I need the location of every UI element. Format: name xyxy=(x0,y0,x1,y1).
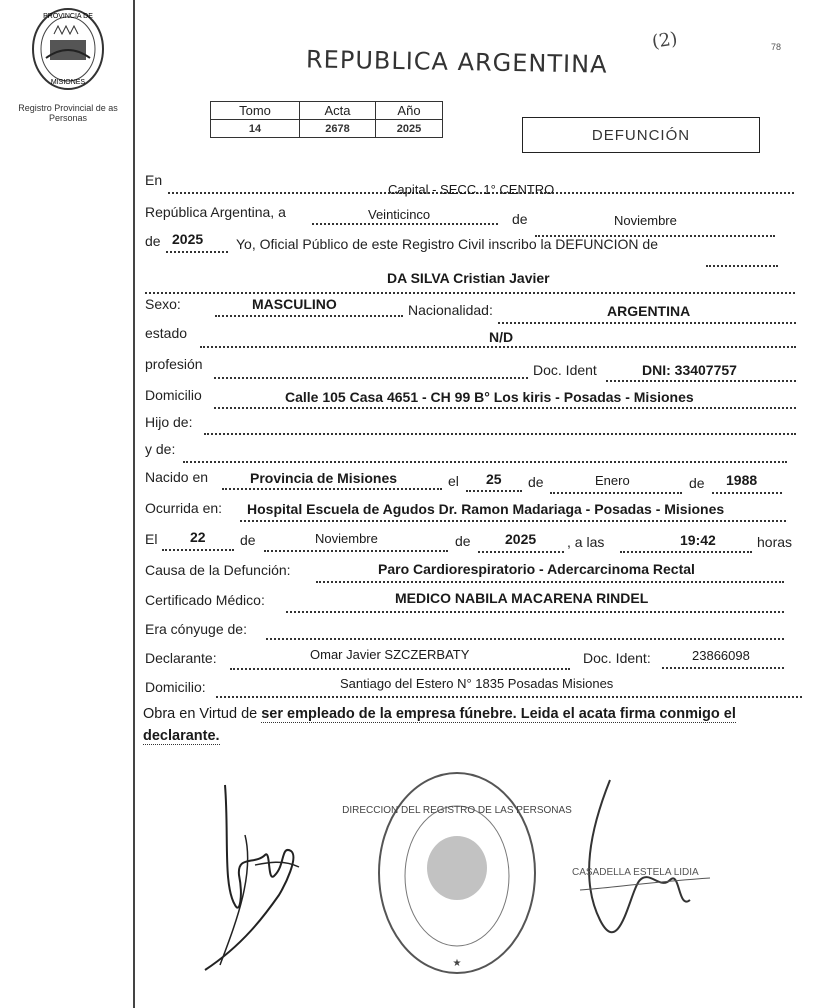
book-header-tomo: Tomo xyxy=(211,102,300,120)
de-label-5: de xyxy=(240,532,256,548)
death-year-dots xyxy=(478,551,564,553)
officer-dots xyxy=(706,265,778,267)
domicilio-label: Domicilio xyxy=(145,387,202,403)
margin-line xyxy=(133,0,135,1008)
round-seal-text: DIRECCION DEL REGISTRO DE LAS PERSONAS xyxy=(342,805,572,816)
birth-month-dots xyxy=(550,492,682,494)
declarant-signature-icon xyxy=(195,775,315,975)
doc-dots xyxy=(606,380,796,382)
certificado-label: Certificado Médico: xyxy=(145,592,265,608)
birth-year: 1988 xyxy=(726,472,758,488)
causa-label: Causa de la Defunción: xyxy=(145,562,291,578)
horas-label: horas xyxy=(757,534,793,550)
profesion-dots xyxy=(214,377,528,379)
declarante-dots xyxy=(230,668,570,670)
republica-label: República Argentina, a xyxy=(145,204,286,220)
de-label-1: de xyxy=(512,211,528,227)
nacionalidad-value: ARGENTINA xyxy=(607,303,691,319)
doc-value: DNI: 33407757 xyxy=(642,362,737,378)
domicilio-dots xyxy=(214,407,796,409)
book-value-acta: 2678 xyxy=(300,120,376,138)
year-value: 2025 xyxy=(172,231,204,247)
nacionalidad-label: Nacionalidad: xyxy=(408,302,493,318)
book-header-acta: Acta xyxy=(300,102,376,120)
domicilio2-dots xyxy=(216,696,802,698)
death-day: 22 xyxy=(190,529,206,545)
certificado-dots xyxy=(286,611,784,613)
doc2-dots xyxy=(662,667,784,669)
officer-stamp-text: CASADELLA ESTELA LIDIA xyxy=(572,867,699,878)
domicilio2-value: Santiago del Estero N° 1835 Posadas Misiones xyxy=(340,676,614,691)
nacido-value: Provincia de Misiones xyxy=(250,470,398,486)
handwritten-mark: (2) xyxy=(650,28,679,53)
page-number: 78 xyxy=(771,42,782,52)
alas-label: , a las xyxy=(567,534,605,550)
estado-value: N/D xyxy=(489,329,514,345)
profesion-label: profesión xyxy=(145,356,203,372)
registry-round-seal-icon xyxy=(342,768,572,978)
nacido-dots xyxy=(222,488,442,490)
seal-text-top: PROVINCIA DE xyxy=(43,13,93,20)
doc2-label: Doc. Ident: xyxy=(583,650,651,666)
death-year: 2025 xyxy=(505,531,537,547)
death-day-dots xyxy=(162,549,234,551)
nacido-label: Nacido en xyxy=(145,469,209,485)
birth-day: 25 xyxy=(486,471,502,487)
declarante-label: Declarante: xyxy=(145,650,217,666)
death-time: 19:42 xyxy=(680,532,716,548)
death-month: Noviembre xyxy=(315,531,378,546)
death-month-dots xyxy=(264,550,448,552)
domicilio2-label: Domicilio: xyxy=(145,679,206,695)
day-value: Veinticinco xyxy=(368,207,431,222)
birth-year-dots xyxy=(712,492,782,494)
conyuge-label: Era cónyuge de: xyxy=(145,621,247,637)
officer-signature-icon xyxy=(570,770,740,970)
El-label: El xyxy=(145,531,158,547)
yde-label: y de: xyxy=(145,441,176,457)
en-value: Capital - SECC. 1° CENTRO xyxy=(388,182,555,197)
causa-value: Paro Cardiorespiratorio - Adercarcinoma Rectal xyxy=(378,561,695,577)
obra-prefix: Obra en Virtud de xyxy=(143,706,258,722)
conyuge-dots xyxy=(266,638,784,640)
estado-label: estado xyxy=(145,325,188,341)
de-label-2: de xyxy=(145,233,161,249)
obra-line-1 xyxy=(143,706,833,722)
officer-text: Yo, Oficial Público de este Registro Civil inscribo la DEFUNCION de xyxy=(236,236,658,252)
estado-dots xyxy=(200,346,796,348)
obra-line-2 xyxy=(143,728,220,744)
name-dots xyxy=(145,292,795,294)
ocurrida-value: Hospital Escuela de Agudos Dr. Ramon Madariaga - Posadas - Misiones xyxy=(247,501,725,517)
de-label-3: de xyxy=(528,474,544,490)
death-time-dots xyxy=(620,551,752,553)
year-dots xyxy=(166,251,228,253)
page-title: REPUBLICA ARGENTINA xyxy=(305,45,608,79)
sexo-label: Sexo: xyxy=(145,296,181,312)
book-table xyxy=(210,101,443,138)
hijo-label: Hijo de: xyxy=(145,414,193,430)
book-value-anio: 2025 xyxy=(376,120,443,138)
provincial-seal-icon xyxy=(30,6,110,92)
causa-dots xyxy=(316,581,784,583)
month-value: Noviembre xyxy=(614,213,677,228)
birth-day-dots xyxy=(466,490,522,492)
registry-name: Registro Provincial de as Personas xyxy=(18,103,118,123)
domicilio-value: Calle 105 Casa 4651 - CH 99 B° Los kiris - Posadas - Misiones xyxy=(285,389,694,405)
en-label: En xyxy=(145,172,163,188)
act-type-box: DEFUNCIÓN xyxy=(522,117,760,153)
obra-bold-2: declarante. xyxy=(143,728,220,744)
el-label: el xyxy=(448,473,459,489)
deceased-name: DA SILVA Cristian Javier xyxy=(387,270,550,286)
sexo-dots xyxy=(215,315,403,317)
hijo-dots xyxy=(204,433,796,435)
nacionalidad-dots xyxy=(498,322,796,324)
de-label-4: de xyxy=(689,475,705,491)
doc2-value: 23866098 xyxy=(692,648,750,663)
de-label-6: de xyxy=(455,533,471,549)
doc-label: Doc. Ident xyxy=(533,362,597,378)
declarante-value: Omar Javier SZCZERBATY xyxy=(310,647,470,662)
day-dots xyxy=(312,223,498,225)
book-header-anio: Año xyxy=(376,102,443,120)
certificado-value: MEDICO NABILA MACARENA RINDEL xyxy=(395,590,649,606)
sexo-value: MASCULINO xyxy=(252,296,337,312)
book-value-tomo: 14 xyxy=(211,120,300,138)
svg-text:★: ★ xyxy=(452,958,462,969)
obra-bold-1: ser empleado de la empresa fúnebre. Leida el acata firma conmigo el xyxy=(261,706,736,722)
birth-month: Enero xyxy=(595,473,630,488)
yde-dots xyxy=(183,461,787,463)
ocurrida-dots xyxy=(240,520,786,522)
seal-text-bottom: MISIONES xyxy=(50,79,86,86)
ocurrida-label: Ocurrida en: xyxy=(145,500,223,516)
